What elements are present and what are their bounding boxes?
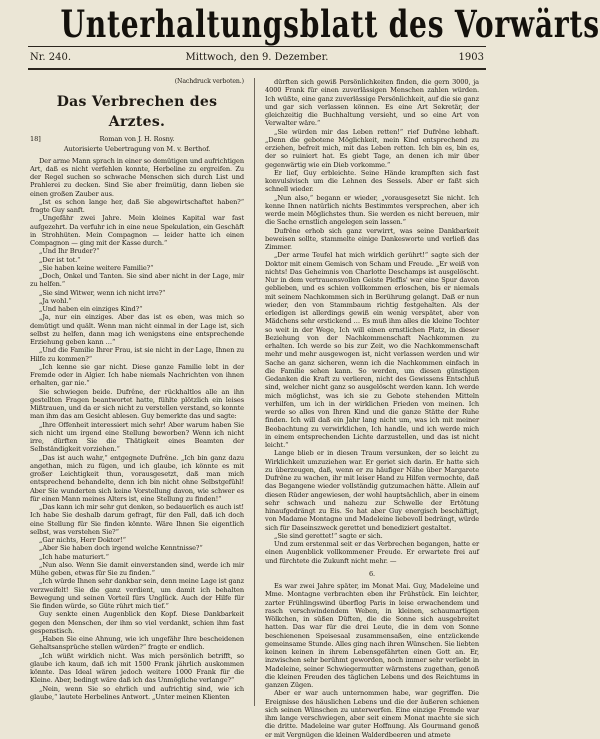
paragraph: „Und die Familie Ihrer Frau, ist sie nicht in der Lage, Ihnen zu Hilfe zu kommen?“ bbox=[30, 346, 244, 363]
paragraph: Lange blieb er in diesen Traum versunken, der so leicht zu Wirklichkeit umzuziehen war. Er geriet sich darin. Er hatte sich zu überzeugen, daß, wenn er zu häufiger Nähe über Margarete Dufrêne zu wachen, ihr mit leiser Hand zu Hilfen vermochte, daß das Begangene wieder vollständig gutzumachen hätte. Allein auf diesen Rüder angewiesen, der wohl hauptsächlich, aber in einem sehr schwach und nahezu zur Schwelle der Ertötung hinaufgedrängt zu Eis. So hat aber Guy energisch beschäftigt, von Madame Montagne und Madeleine liebevoll bedrängt, würde sich für Daseinszweck gerettet und benediziert gestaltet. bbox=[265, 449, 479, 532]
paragraph: „Ich würde Ihnen sehr dankbar sein, denn meine Lage ist ganz verzweifelt! Sie die ganz verdient, um damit ich behalten Bewegung und seinen Vorteil fürs Unglück. Auch der Hilfe für Sie finden würde, so Güte rührt mich tief.“ bbox=[30, 577, 244, 610]
paragraph: „Und Ihr Bruder?“ bbox=[39, 247, 100, 256]
paragraph: Sie schwiegen beide. Dufrêne, der rückhaltlos alle an ihn gestellten Fragen beantwortet hatte, fühlte plötzlich ein leises Mißtrauen, und da er sich nicht zu verstellen verstand, so konnte man ihm das am Gesicht ablesen. Guy bemerkte das und sagte: bbox=[30, 387, 244, 421]
reprint-notice: (Nachdruck verboten.) bbox=[174, 78, 244, 85]
installment-number: 18] bbox=[30, 135, 41, 144]
right-column-text-bottom bbox=[265, 582, 479, 739]
paragraph: „Und haben ein einziges Kind?“ bbox=[39, 305, 143, 313]
paragraph: „Ich kenne sie gar nicht. Diese ganze Familie lebt in der Fremde oder in Algier. Ich habe niemals Nachrichten von ihnen erhalten, gar nie.“ bbox=[30, 362, 244, 388]
paragraph: „Ja, nur ein einziges. Aber das ist es eben, was mich so demütigt und quält. Wenn man nicht einmal in der Lage ist, sich selbst zu helfen, dann mag ich wenigstens eine entsprechende Erziehung geben kann …“ bbox=[30, 313, 244, 346]
paragraph: „Aber Sie haben doch irgend welche Kenntnisse?“ bbox=[39, 544, 203, 553]
issue-number: Nr. 240. bbox=[30, 52, 72, 63]
paragraph: „Sie haben keine weitere Familie?“ bbox=[39, 263, 154, 272]
paragraph: „Gar nichts, Herr Doktor!“ bbox=[39, 536, 126, 544]
story-title: Das Verbrechen des Arztes. bbox=[56, 94, 218, 131]
paragraph: „Doch, Onkel und Tanten. Sie sind aber nicht in der Lage, mir zu helfen.“ bbox=[30, 272, 244, 289]
right-column-text-top bbox=[265, 78, 479, 565]
masthead-rule-top bbox=[28, 46, 486, 47]
issue-year: 1903 bbox=[458, 52, 484, 63]
paragraph: „Sie sind Witwer, wenn ich nicht irre?“ bbox=[39, 288, 166, 297]
masthead-rule-bottom bbox=[28, 68, 486, 70]
paragraph: „Ich habe maturiert.“ bbox=[39, 552, 109, 561]
paragraph: „Ja wohl.“ bbox=[39, 296, 72, 305]
paragraph: „Ich wüßt wirklich nicht. Was mich persönlich betrifft, so glaube ich kaum, daß ich mit 1500 Frank jährlich auskommen könnte. Das Ideal wären jedoch weitere 1000 Frank für die Kleine. Aber, bedingt wäre daß ich das Unmögliche verlange?“ bbox=[30, 651, 244, 685]
paragraph: „Nun also,“ begann er wieder, „vorausgesetzt Sie nicht. Ich kenne Ihnen natürlich nichts Bestimmtes versprechen, aber ich werde mein Möglichstes thun. Sie werden es nicht bereuen, mir die Sache ernstlich angelegen sein lassen.“ bbox=[265, 193, 479, 227]
issue-info-row bbox=[30, 50, 484, 66]
masthead-title: Unterhaltungsblatt des Vorwärts bbox=[60, 2, 600, 46]
paragraph: „Sie sind gerettet!“ sagte er sich. bbox=[274, 531, 383, 540]
paragraph: „Ist es schon lange her, daß Sie abgewirtschaftet haben?“ fragte Guy sanft. bbox=[30, 197, 244, 214]
paragraph: „Haben Sie eine Ahnung, wie ich ungefähr Ihre bescheidenen Gehaltsansprüche stellen würden?“ fragte er endlich. bbox=[30, 635, 244, 652]
article-column-left bbox=[30, 78, 244, 706]
paragraph: Es war zwei Jahre später, im Monat Mai. Guy, Madeleine und Mme. Montagne verbrachten eben ihr Frühstück. Ein leichter, zarter Frühlingswind überflog Paris in leise erwachendem und rasch verschwindendem Weben, in kleinen, schaumartigen Wölkchen, in süßen Düften, die die Sonne sich ausgebreitet hatten. Das war für die drei Leute, die in dem von Sonne beschienenen Speisesaal zusammensaßen, eine entzückende gemeinsame Stunde. Alles ging nach ihren Wünschen. Sie liebten keinen keinen in ihrem Lebensgefährten einen Gott an. Er, inzwischen sehr berühmt geworden, noch immer sehr verliebt in Madeleine, seiner Schwiegermutter wärmstens zugethan, genoß die kleinen Freuden des täglichen Lebens und des Reichtums in ganzen Zügen. bbox=[265, 582, 479, 689]
column-divider bbox=[254, 78, 255, 706]
paragraph: „Das kann ich mir sehr gut denken, so bedauerlich es auch ist! Ich habe Sie deshalb darum gefragt, für den Fall, daß ich doch eine Stellung für Sie finden könnte. Wäre Ihnen Sie eigentlich selbst, was verstehen Sie?“ bbox=[30, 503, 244, 536]
paragraph: „Nein, wenn Sie so ehrlich und aufrichtig sind, wie ich glaube,“ lautete Herbelines Antwort. „Unter meinen Klienten bbox=[30, 684, 244, 701]
paragraph: dürften sich gewiß Persönlichkeiten finden, die gern 3000, ja 4000 Frank für einen zuverlässigen Menschen zahlen würden. Ich wüßte, eine ganz zuverlässige Persönlichkeit, auf die sie ganz und gar sich verlassen können. Es eine Art Sekretär, der gleichzeitig die Buchhaltung versieht, und so eine Art von Verwalter wäre.“ bbox=[265, 78, 479, 128]
left-column-text bbox=[30, 157, 244, 702]
translator-credit: Autorisierte Uebertragung von M. v. Berthof. bbox=[63, 145, 211, 154]
paragraph: Der arme Mann sprach in einer so demütigen und aufrichtigen Art, daß es nicht verfehlen konnte, Herbeline zu ergreifen. Zu der Regel suchen so schwache Menschen sich durch List und Prahlerei zu decken. Sind Sie aber freimütig, dann lieben sie einen großen Zauber aus. bbox=[30, 156, 244, 198]
issue-date: Mittwoch, den 9. Dezember. bbox=[185, 52, 329, 63]
paragraph: „Der arme Teufel hat mich wirklich gerührt!“ sagte sich der Doktor mit einem Gemisch von Scham und Freude. „Er weiß von nichts! Das Geheimnis von Charlotte Deschamps ist ausgelöscht. Nur in dem vertrauensvollen Geiste Pleffis' war eine Spur davon geblieben, und es schien vollkommen erloschen, bis er niemals mit seinem Nachkommen sich in Berührung gelangt. Daß er nun wieder, den von Stammbaum richtig festgehalten. Als der erledigen ist allerdings gewiß ein wenig verspätet, aber von Mädchens sehr erstickend … Es muß ihm alles die kleine Tochter so weit in der Wege, Ich will einen ernstlichen Platz, in dieser Beziehung von der Nachkommenschaft Nachkommen zu erhalten. Ich werde so bis zur Zeit, wo die Nachkommenschaft mehr und mehr ausgewogen ist, nicht verlassen werden und wir Sache an ganz sicheren, wenn ich die Nachkommen einfach in die Familie sehen kann. So werden, um diesen günstigen Gedanken die Kraft zu verlieren, nicht des Gewissens Entschluß sind, welcher nicht ganz so ausgelöscht werden kann. Ich werde mich möglichst, was ich sie zu Gebote stehenden Mitteln verhilfen, um ich in der wirklichen Frieden von meinen. Ich werde so alles von Ihren Kind und die ganze Stätte der Ruhe finden. Ich will daß ein Jahr lang nicht um, was ich mit meiner Beobachtung zu verwirklichen, Ich handle, und ich werde mich in einem entsprechenden Lichte darzustellen, und das ist nicht leicht.“ bbox=[265, 251, 479, 449]
paragraph: „Das ist auch wahr,“ entgegnete Dufrêne. „Ich bin ganz dazu angethan, mich zu fügen, und ich glaube, ich könnte es mit großer Leichtigkeit thun, vorausgesetzt, daß man mich entsprechend behandelte, denn ich bin nicht ohne Selbstgefühl! Aber Sie wunderten sich keine Vorstellung davon, wie schwer es für einen Mann meines Alters ist, eine Stellung zu finden!“ bbox=[30, 453, 244, 503]
byline bbox=[30, 135, 244, 144]
paragraph: „Sie würden mir das Leben retten!“ rief Dufrêne lebhaft. „Denn die gebotene Möglichkeit, mein Kind entsprechend zu erziehen, befreit mich, mit das Leben retten. Ich bin es, bin es, der so ruiniert hat. Es giebt Tage, an denen ich mir über gegenwärtig wie ein Dieb vorkomme.“ bbox=[265, 127, 479, 169]
paragraph: „Ungefähr zwei Jahre. Mein kleines Kapital war fast aufgezehrt. Da verfuhr ich in eine neue Spekulation, ein Geschäft in Strohhüten. Mein Compagnon — leider hatte ich einen Compagnon — ging mit der Kasse durch.“ bbox=[30, 214, 244, 247]
paragraph: Guy senkte einen Augenblick den Kopf. Diese Dankbarkeit gegen den Menschen, der ihm so viel verdankt, schien ihm fast gespenstisch. bbox=[30, 610, 244, 635]
paragraph: Er lief, Guy erbleichte. Seine Hände krampften sich fast konvulsivisch um die Lehnen des Sessels. Aber er faßt sich schnell wieder. bbox=[265, 168, 479, 194]
paragraph: Und zum erstenmal seit er das Verbrechen begangen, hatte er einen Augenblick vollkommener Freude. Er erwartete frei auf und fürchtete die Zukunft nicht mehr. — bbox=[265, 540, 479, 565]
paragraph: Dufrêne erhob sich ganz verwirrt, was seine Dankbarkeit beweisen sollte, stammelte einige Dankesworte und verließ das Zimmer. bbox=[265, 226, 479, 251]
story-author: Roman von J. H. Rosny. bbox=[99, 135, 175, 144]
article-column-right bbox=[265, 78, 479, 739]
paragraph: „Nun also. Wenn Sie damit einverstanden sind, werde ich mir Mühe geben, etwas für Sie zu finden.“ bbox=[30, 560, 244, 577]
paragraph: „Ihre Offenheit interessiert mich sehr! Aber warum haben Sie sich nicht um irgend eine Stellung beworben? Wenn ich nicht irre, dürften Sie die Thätigkeit eines Beamten der Selbständigkeit vorziehen.“ bbox=[30, 420, 244, 454]
section-number: 6. bbox=[368, 569, 376, 578]
paragraph: Aber er war auch unternommen habe, war gegriffen. Die Ereignisse des häuslichen Lebens und die der äußeren schienen sich seinen Wünschen zu unterwerfen. Eine einzige Fremde war ihm lange verschwiegen, aber seit einem Monat machte sie sich die dritte. Madeleine war guter Hoffnung. Als Gourmand genoß er mit Vergnügen die kleinen Walderdbeeren und atmete bbox=[265, 689, 479, 739]
paragraph: „Der ist tot.“ bbox=[39, 255, 81, 264]
